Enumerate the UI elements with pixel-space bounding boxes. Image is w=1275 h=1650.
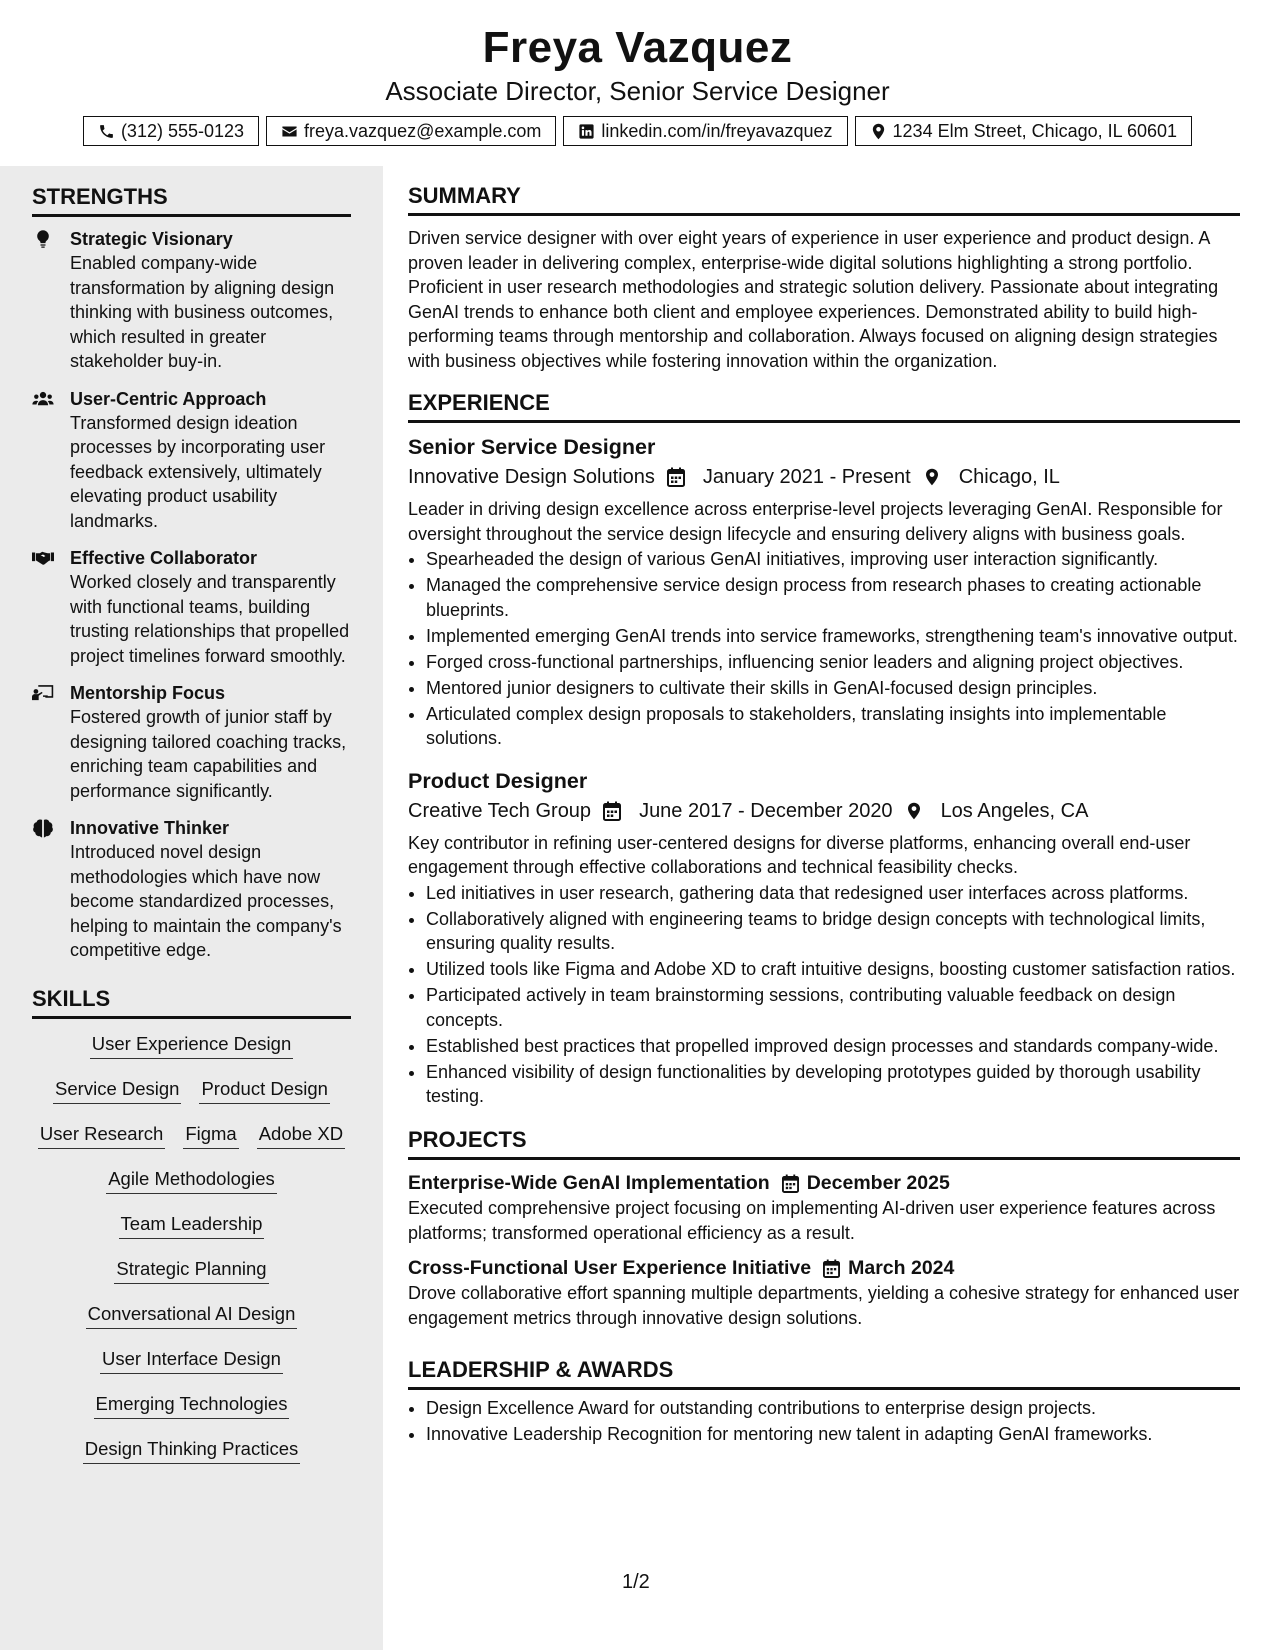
project-desc: Executed comprehensive project focusing on implementing AI-driven user experience features across platforms; transformed operational efficiency as a result. [408,1198,1216,1243]
job-meta [408,463,1240,491]
job-entry [408,433,1240,751]
strengths-heading: STRENGTHS [32,184,351,217]
strength-item [32,816,351,963]
job-location: Los Angeles, CA [940,799,1089,822]
job-bullet: • Led initiatives in user research, gathering data that redesigned user interfaces across platforms. [426,881,1240,906]
summary-heading: SUMMARY [408,166,1240,216]
strength-title: Effective Collaborator [70,548,258,568]
project-item [408,1255,1240,1330]
job-bullet: • Utilized tools like Figma and Adobe XD to craft intuitive designs, boosting customer satisfaction ratios. [426,957,1240,982]
job-bullet: • Established best practices that propelled improved design processes and standards company-wide. [426,1034,1240,1059]
job-dates: January 2021 - Present [702,466,911,488]
sidebar [0,166,383,1650]
summary-text: Driven service designer with over eight years of experience in user experience and product design. A proven leader in delivering complex, enterprise-wide digital solutions highlighting a strong portfolio. Proficient in user research methodologies and strategic solution delivery. Passionate about integrating GenAI trends to enhance both client and employee experiences. Demonstrated ability to build high-performing teams through mentorship and collaboration. Always focused on aligning design strategies with business objectives while fostering innovation within the organization. [408,228,1219,371]
job-bullet: • Forged cross-functional partnerships, influencing senior leaders and aligning project objectives. [426,650,1240,675]
job-dates: June 2017 - December 2020 [639,799,893,822]
skill-tag: Strategic Planning [114,1258,268,1284]
skill-tag: Emerging Technologies [94,1393,290,1419]
page-number: 1/2 [622,1571,650,1593]
calendar-icon [823,1259,840,1278]
job-title: Product Designer [408,768,588,793]
job-location: Chicago, IL [958,466,1060,488]
job-bullet: • Collaboratively aligned with engineering teams to bridge design concepts with technological limits, ensuring quality results. [426,907,1240,956]
strength-desc: Transformed design ideation processes by incorporating user feedback extensively, ultimately elevating product usability landmarks. [70,412,326,531]
map-pin-icon [905,801,923,821]
phone-icon [98,123,115,140]
job-bullet: • Managed the comprehensive service design process from research phases to creating actionable blueprints. [426,573,1240,622]
strength-item [32,681,351,803]
skill-tag: Design Thinking Practices [83,1438,301,1464]
envelope-icon [281,123,298,140]
contact-email[interactable] [266,116,556,146]
skill-tag: User Experience Design [90,1033,293,1059]
linkedin-icon [578,123,595,140]
job-company: Creative Tech Group [408,799,592,822]
job-bullets [408,547,1240,751]
job-title: Senior Service Designer [408,435,656,459]
strength-title: Strategic Visionary [70,229,233,249]
project-item [408,1170,1240,1245]
map-pin-icon [923,467,941,487]
awards-list [408,1396,1240,1447]
project-date: March 2024 [848,1257,955,1279]
map-pin-icon [870,123,887,140]
contact-phone[interactable] [83,116,259,146]
strength-title: Innovative Thinker [70,818,230,838]
chalkboard-teacher-icon [32,683,54,703]
calendar-icon [603,801,621,821]
strength-title: Mentorship Focus [70,683,226,703]
strength-desc: Enabled company-wide transformation by aligning design thinking with business outcomes, which resulted in greater stakeholder buy-in. [70,253,335,371]
projects-heading: PROJECTS [408,1110,1240,1160]
skill-tag: User Interface Design [100,1348,283,1374]
job-company: Innovative Design Solutions [408,466,655,488]
project-desc: Drove collaborative effort spanning multiple departments, yielding a cohesive strategy for enhanced user engagement metrics through innovative design solutions. [408,1283,1240,1328]
project-header [408,1170,1240,1196]
job-bullets [408,881,1240,1109]
job-bullet: • Enhanced visibility of design functionalities by developing prototypes guided by thorough usability testing. [426,1060,1240,1109]
strength-desc: Fostered growth of junior staff by designing tailored coaching tracks, enriching team capabilities and performance significantly. [70,707,347,801]
contact-linkedin[interactable] [563,116,847,146]
email-text: freya.vazquez@example.com [304,121,542,141]
main-content [408,166,1240,1448]
contact-address[interactable] [855,116,1193,146]
project-date: December 2025 [806,1172,950,1194]
skills-heading: SKILLS [32,976,351,1019]
address-text: 1234 Elm Street, Chicago, IL 60601 [892,121,1178,141]
resume-header [0,0,1275,146]
skill-tag: Agile Methodologies [106,1168,277,1194]
job-bullet: • Articulated complex design proposals to stakeholders, translating insights into implementable solutions. [426,702,1240,751]
skills-list [32,1033,351,1483]
experience-heading: EXPERIENCE [408,373,1240,423]
awards-heading: LEADERSHIP & AWARDS [408,1340,1240,1390]
strength-desc: Introduced novel design methodologies which have now become standardized processes, helping to maintain the company's competitive edge. [70,842,342,960]
phone-text: (312) 555-0123 [120,121,245,141]
candidate-title: Associate Director, Senior Service Designer [385,76,890,106]
skill-tag: Product Design [199,1078,329,1104]
strength-item [32,227,351,374]
job-bullet: • Implemented emerging GenAI trends into service frameworks, strengthening team's innovative output. [426,624,1240,649]
strength-item [32,387,351,534]
project-title: Cross-Functional User Experience Initiative [408,1257,812,1279]
candidate-name: Freya Vazquez [482,23,793,72]
lightbulb-icon [32,229,54,249]
award-item: • Design Excellence Award for outstanding contributions to enterprise design projects. [426,1396,1240,1421]
project-header [408,1255,1240,1281]
contact-bar [0,116,1275,146]
job-entry [408,767,1240,1109]
job-bullet: • Spearheaded the design of various GenAI initiatives, improving user interaction significantly. [426,547,1240,572]
strength-item [32,546,351,668]
job-meta [408,797,1240,825]
users-icon [32,389,54,409]
brain-icon [32,818,54,838]
skill-tag: Service Design [53,1078,181,1104]
skill-tag: Team Leadership [119,1213,265,1239]
job-summary: Leader in driving design excellence across enterprise-level projects leveraging GenAI. Responsible for oversight throughout the service design lifecycle and ensuring delivery aligns with business goals. [408,499,1223,544]
award-item: • Innovative Leadership Recognition for mentoring new talent in adapting GenAI frameworks. [426,1422,1240,1447]
skill-tag: User Research [38,1123,165,1149]
handshake-icon [32,548,54,568]
linkedin-text: linkedin.com/in/freyavazquez [601,121,833,141]
skill-tag: Figma [183,1123,238,1149]
calendar-icon [782,1174,799,1193]
strength-desc: Worked closely and transparently with functional teams, building trusting relationships that propelled project timelines forward smoothly. [70,572,350,666]
job-bullet: • Mentored junior designers to cultivate their skills in GenAI-focused design principles. [426,676,1240,701]
strength-title: User-Centric Approach [70,388,267,409]
calendar-icon [667,467,685,487]
project-title: Enterprise-Wide GenAI Implementation [408,1172,770,1194]
job-bullet: • Participated actively in team brainstorming sessions, contributing valuable feedback on design concepts. [426,983,1240,1032]
job-summary: Key contributor in refining user-centered designs for diverse platforms, enhancing overall end-user engagement through effective collaborations and technical feasibility checks. [408,832,1191,877]
skill-tag: Adobe XD [257,1123,345,1149]
skill-tag: Conversational AI Design [86,1303,298,1329]
